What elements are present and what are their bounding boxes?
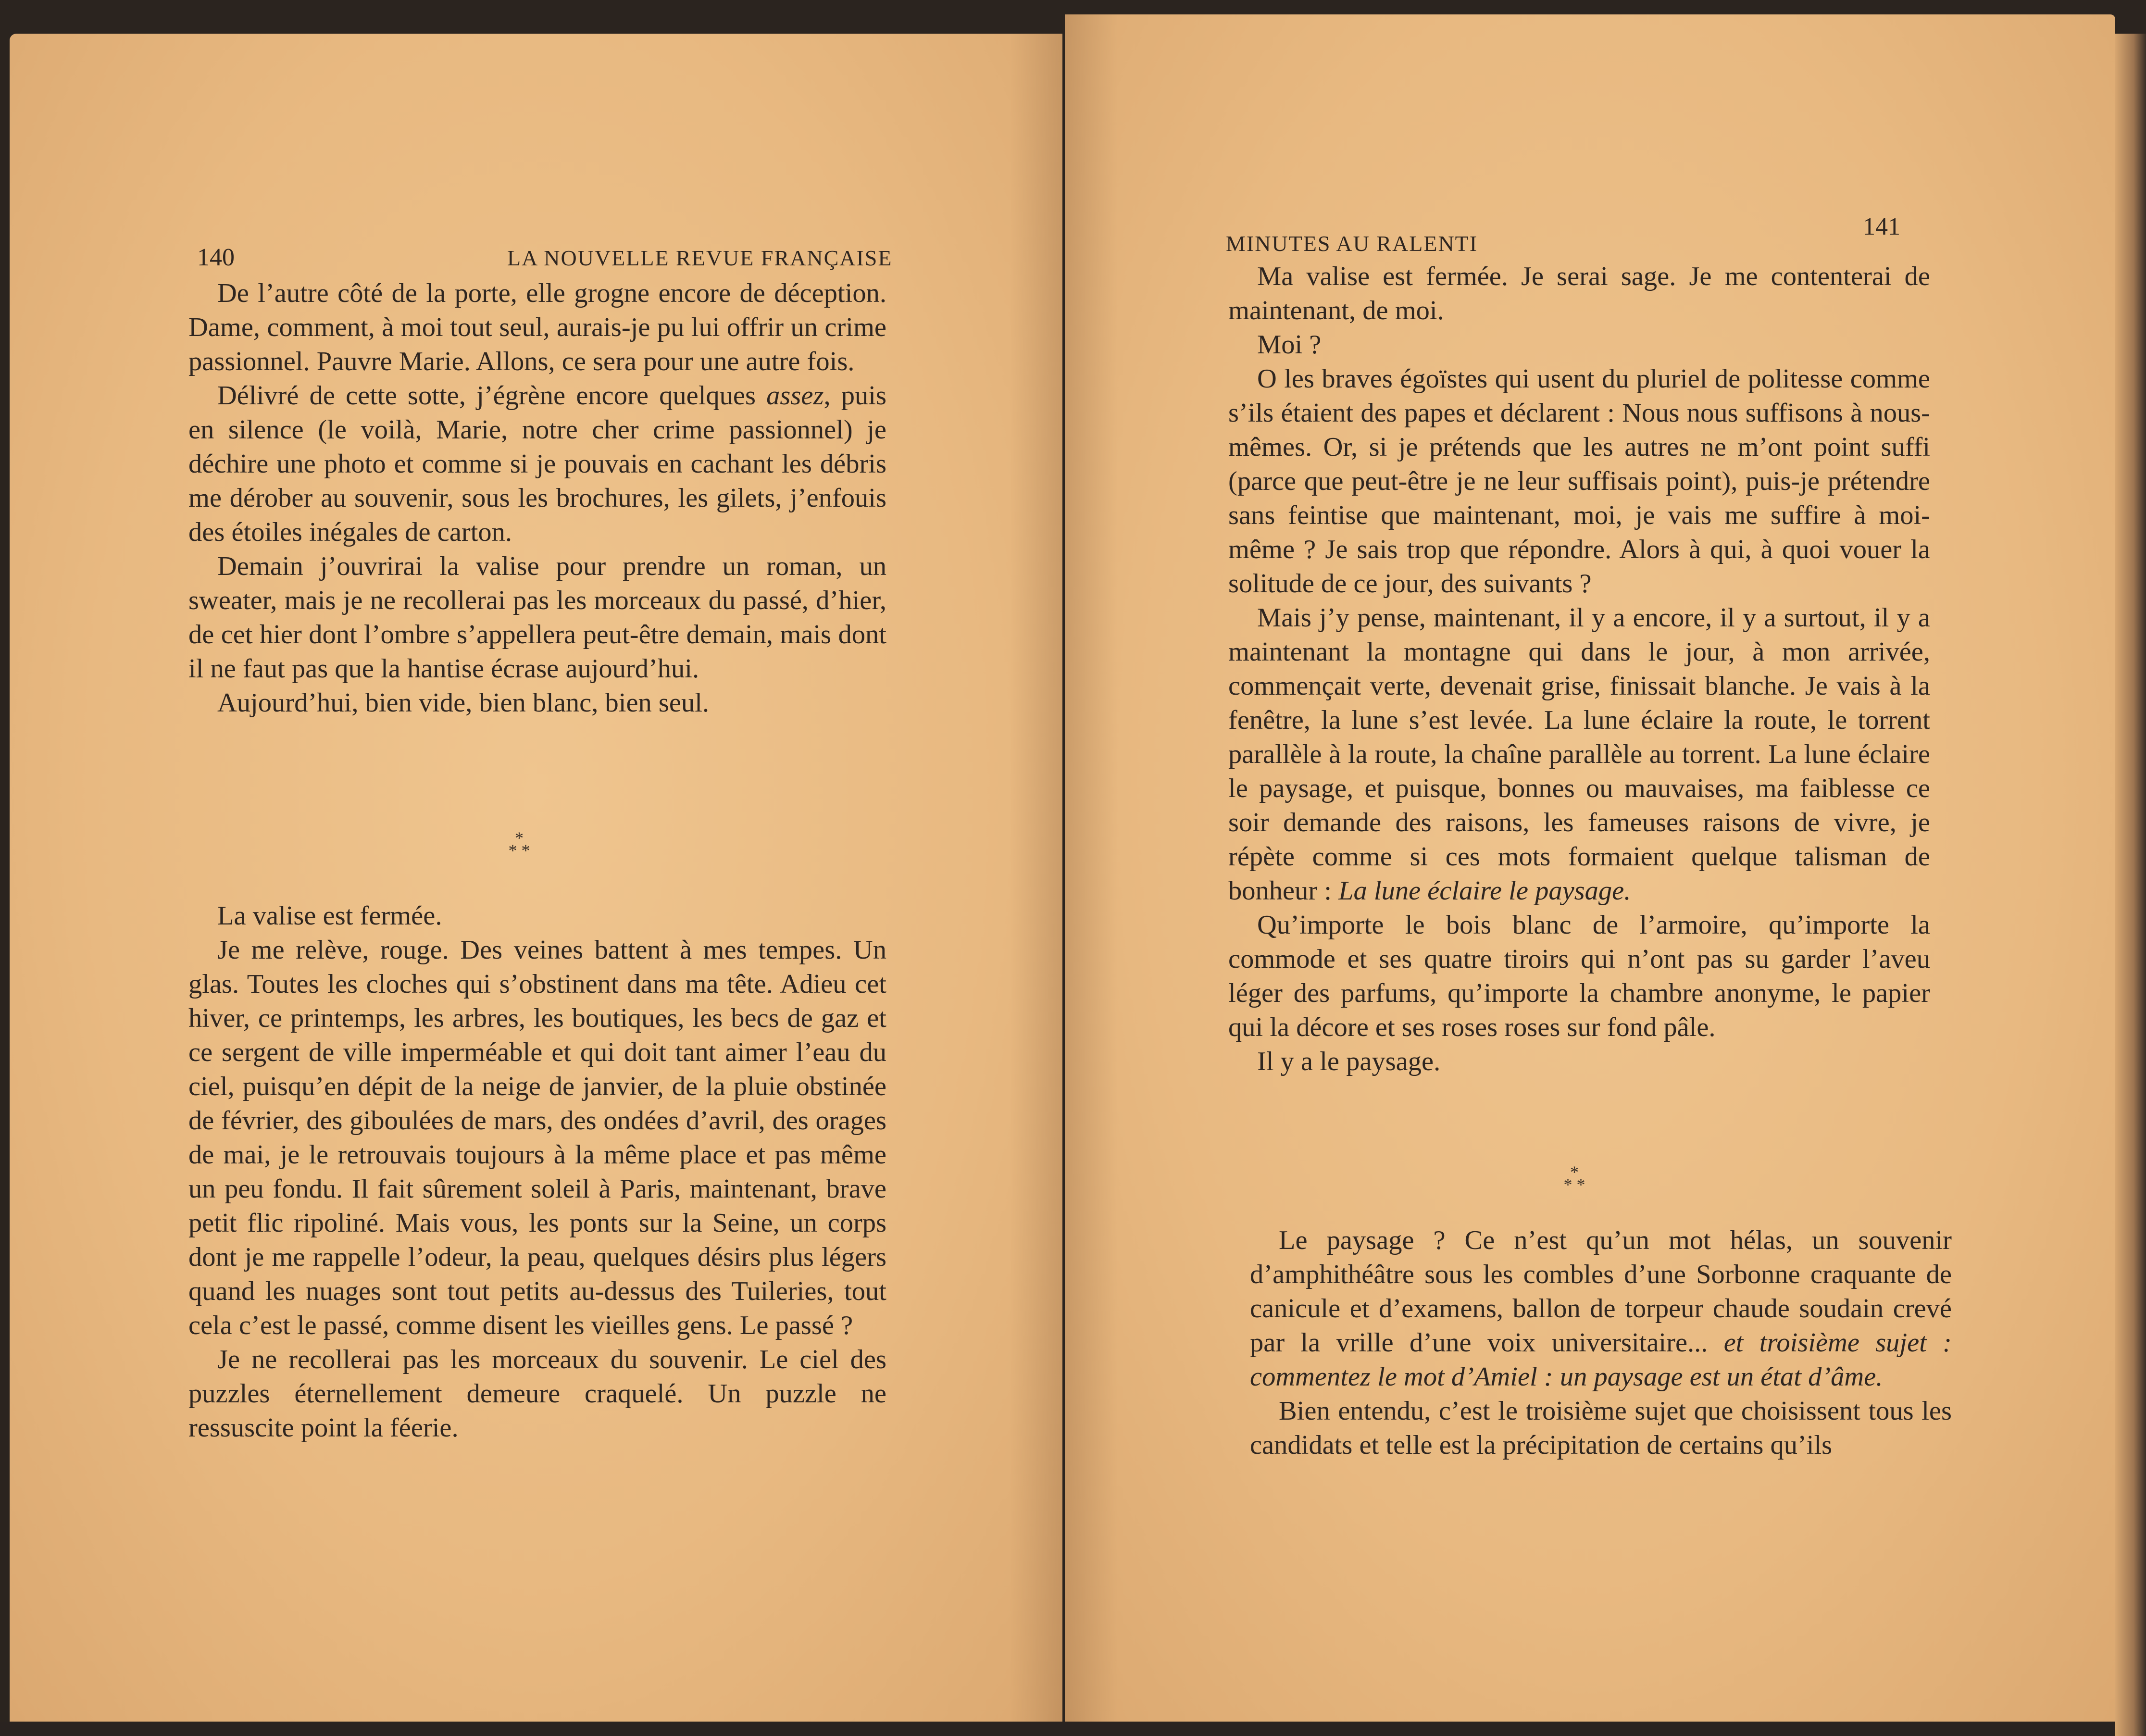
paragraph: Qu’importe le bois blanc de l’armoire, qu’importe la commode et ses quatre tiroirs qui n’ont pas su garder l’aveu léger des parfums, qu’importe la chambre anonyme, le papier qui la décore et ses roses roses sur fond pâle.: [1228, 910, 1930, 1042]
page-edge: [2115, 34, 2146, 1736]
paragraph: Délivré de cette sotte, j’égrène encore quelques assez, puis en silence (le voilà, Marie, notre cher crime passionnel) je déchire une photo et comme si je pouvais en cachant les débris me dérober au souvenir, sous les brochures, les gilets, j’enfouis des étoiles inégales de carton.: [188, 381, 886, 547]
paragraph: Je ne recollerai pas les morceaux du souvenir. Le ciel des puzzles éternellement demeure craquelé. Un puzzle ne ressuscite point la féerie.: [188, 1345, 886, 1443]
paragraph: La valise est fermée.: [217, 901, 442, 931]
paragraph: Mais j’y pense, maintenant, il y a encore, il y a surtout, il y a maintenant la montagne qui dans le jour, à mon arrivée, commençait verte, devenait grise, finissait blanche. Je vais à la fenêtre, la lune s’est levée. La lune éclaire la route, le torrent parallèle à la route, la chaîne parallèle au torrent. La lune éclaire le paysage, et puisque, bonnes ou mauvaises, ma faiblesse ce soir demande des raisons, les fameuses raisons de vivre, je répète comme si ces mots formaient quelque talisman de bonheur : La lune éclaire le paysage.: [1228, 603, 1930, 906]
italic-phrase: et troisième sujet : commentez le mot d’Amiel : un paysage est un état d’âme.: [1250, 1328, 1952, 1392]
paragraph: Aujourd’hui, bien vide, bien blanc, bien seul.: [217, 688, 710, 718]
running-head-right: MINUTES AU RALENTI: [1226, 231, 1478, 256]
left-text-block-1: [188, 276, 886, 720]
paragraph: O les braves égoïstes qui usent du pluriel de politesse comme s’ils étaient des papes et déclarent : Nous nous suffisons à nous-mêmes. Or, si je prétends que les autres ne m’ont point suffi (parce que peut-être je ne leur suffisais point), puis-je prétendre sans feintise que maintenant, moi, je vais me suffire à moi-même ? Je sais trop que répondre. Alors à qui, à quoi vouer la solitude de ce jour, des suivants ?: [1228, 364, 1930, 599]
paragraph: Ma valise est fermée. Je serai sage. Je me contenterai de maintenant, de moi.: [1228, 262, 1930, 325]
page-number-right: 141: [1863, 213, 1900, 240]
paragraph: De l’autre côté de la porte, elle grogne encore de déception. Dame, comment, à moi tout seul, aurais-je pu lui offrir un crime passionnel. Pauvre Marie. Allons, ce sera pour une autre fois.: [188, 278, 886, 376]
paragraph: Il y a le paysage.: [1257, 1047, 1441, 1076]
italic-word: assez: [766, 381, 824, 411]
gutter-shadow: [1010, 34, 1062, 1722]
left-page: [10, 34, 1062, 1722]
paragraph: Bien entendu, c’est le troisième sujet que choisissent tous les candidats et telle est la précipitation de certains qu’ils: [1250, 1396, 1952, 1460]
italic-phrase: La lune éclaire le paysage.: [1338, 876, 1631, 906]
paragraph: Demain j’ouvrirai la valise pour prendre un roman, un sweater, mais je ne recollerai pas les morceaux du passé, d’hier, de cet hier dont l’ombre s’appellera peut-être demain, mais dont il ne faut pas que la hantise écrase aujourd’hui.: [188, 551, 886, 684]
right-text-block-2: [1250, 1224, 1952, 1462]
asterism-right: * * *: [1563, 1162, 1585, 1194]
right-text-block-1: [1228, 260, 1930, 1079]
paragraph: Je me relève, rouge. Des veines battent à mes tempes. Un glas. Toutes les cloches qui s’obstinent dans ma tête. Adieu cet hiver, ce printemps, les arbres, les boutiques, les becs de gaz et ce sergent de ville imperméable et qui doit tant aimer l’eau du ciel, puisqu’en dépit de la neige de janvier, de la pluie obstinée de février, des giboulées de mars, des ondées d’avril, des orages de mai, je le retrouvais toujours à la même place et pas même un peu fondu. Il fait sûrement soleil à Paris, maintenant, brave petit flic ripoliné. Mais vous, les ponts sur la Seine, un corps dont je me rappelle l’odeur, la peau, quelques désirs plus légers quand les nuages sont tout petits au-dessus des Tuileries, tout cela c’est le passé, comme disent les vieilles gens. Le passé ?: [188, 935, 886, 1340]
left-text-block-2: [188, 899, 886, 1445]
gutter-shadow: [1065, 14, 1118, 1722]
paragraph: Moi ?: [1257, 330, 1322, 360]
running-head-left: LA NOUVELLE REVUE FRANÇAISE: [507, 246, 893, 270]
asterism-left: * * *: [508, 828, 530, 860]
paragraph: Le paysage ? Ce n’est qu’un mot hélas, un souvenir d’amphithéâtre sous les combles d’une Sorbonne craquante de canicule et d’examens, ballon de torpeur chaude soudain crevé par la vrille d’une voix universitaire... et troisième sujet : commentez le mot d’Amiel : un paysage est un état d’âme.: [1250, 1225, 1952, 1392]
page-number-left: 140: [197, 244, 235, 271]
right-page: [1065, 14, 2115, 1722]
